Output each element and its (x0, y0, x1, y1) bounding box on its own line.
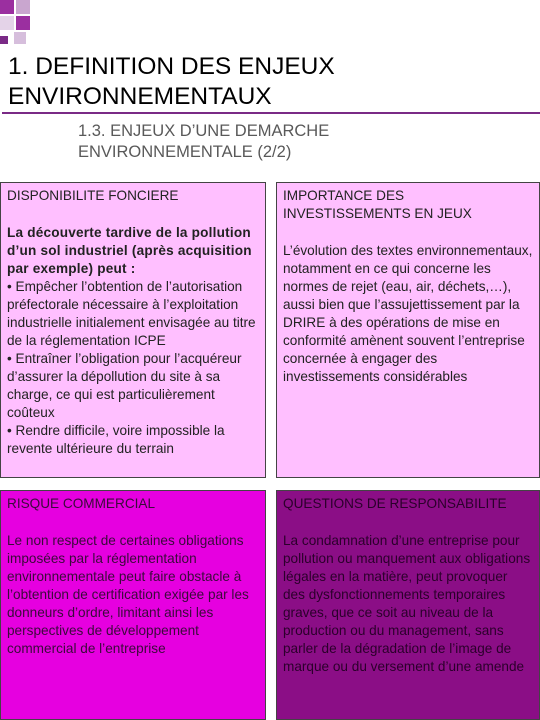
cell-lead: La découverte tardive de la pollution d’un sol industriel (après acquisition par exemple) peut : (7, 225, 252, 276)
page-subtitle: 1.3. ENJEUX D’UNE DEMARCHE ENVIRONNEMENTALE (2/2) (78, 122, 330, 161)
cell-body: • Empêcher l’obtention de l’autorisation préfectorale nécessaire à l’exploitation industrielle initialement envisagée au titre de la réglementation ICPE • Entraîner l’obligation pour l’acquéreur d’assurer la dépollution du site à sa charge, ce qui est particulièrement coûteux • Rendre difficile, voire impossible la revente ultérieure du terrain (7, 279, 256, 456)
cell-questions-responsabilite (276, 490, 540, 720)
decor-square (14, 32, 26, 44)
decor-square (0, 16, 14, 30)
decor-square (0, 36, 8, 44)
page-title: 1. DEFINITION DES ENJEUX ENVIRONNEMENTAUX (8, 53, 335, 110)
cell-risque-commercial (0, 490, 266, 720)
decor-square (16, 0, 30, 14)
decor-square (0, 0, 14, 14)
cell-disponibilite-fonciere (0, 182, 266, 478)
cell-heading: QUESTIONS DE RESPONSABILITE (283, 496, 507, 511)
cell-importance-investissements (276, 182, 540, 478)
cell-body: L’évolution des textes environnementaux, notamment en ce qui concerne les normes de rejet (eau, air, déchets,…), aussi bien que l’assujettissement par la DRIRE à des opérations de mise en conformité amènent souvent l’entreprise concernée à engager des investissements considérables (283, 243, 533, 384)
cell-body: La condamnation d’une entreprise pour pollution ou manquement aux obligations légales en la matière, peut provoquer des dysfonctionnements temporaires graves, que ce soit au niveau de la production ou du management, sans parler de la dégradation de l’image de marque ou du versement d’une amende (283, 533, 531, 674)
title-underline (2, 112, 540, 114)
cell-heading: DISPONIBILITE FONCIERE (7, 188, 179, 203)
decor-square (16, 16, 30, 30)
cell-heading: RISQUE COMMERCIAL (7, 496, 156, 511)
cell-heading: IMPORTANCE DES INVESTISSEMENTS EN JEUX (283, 188, 472, 221)
cell-body: Le non respect de certaines obligations imposées par la réglementation environnementale peut faire obstacle à l’obtention de certification exigée par les donneurs d’ordre, limitant ainsi les perspectives de développement commercial de l’entreprise (7, 533, 249, 656)
